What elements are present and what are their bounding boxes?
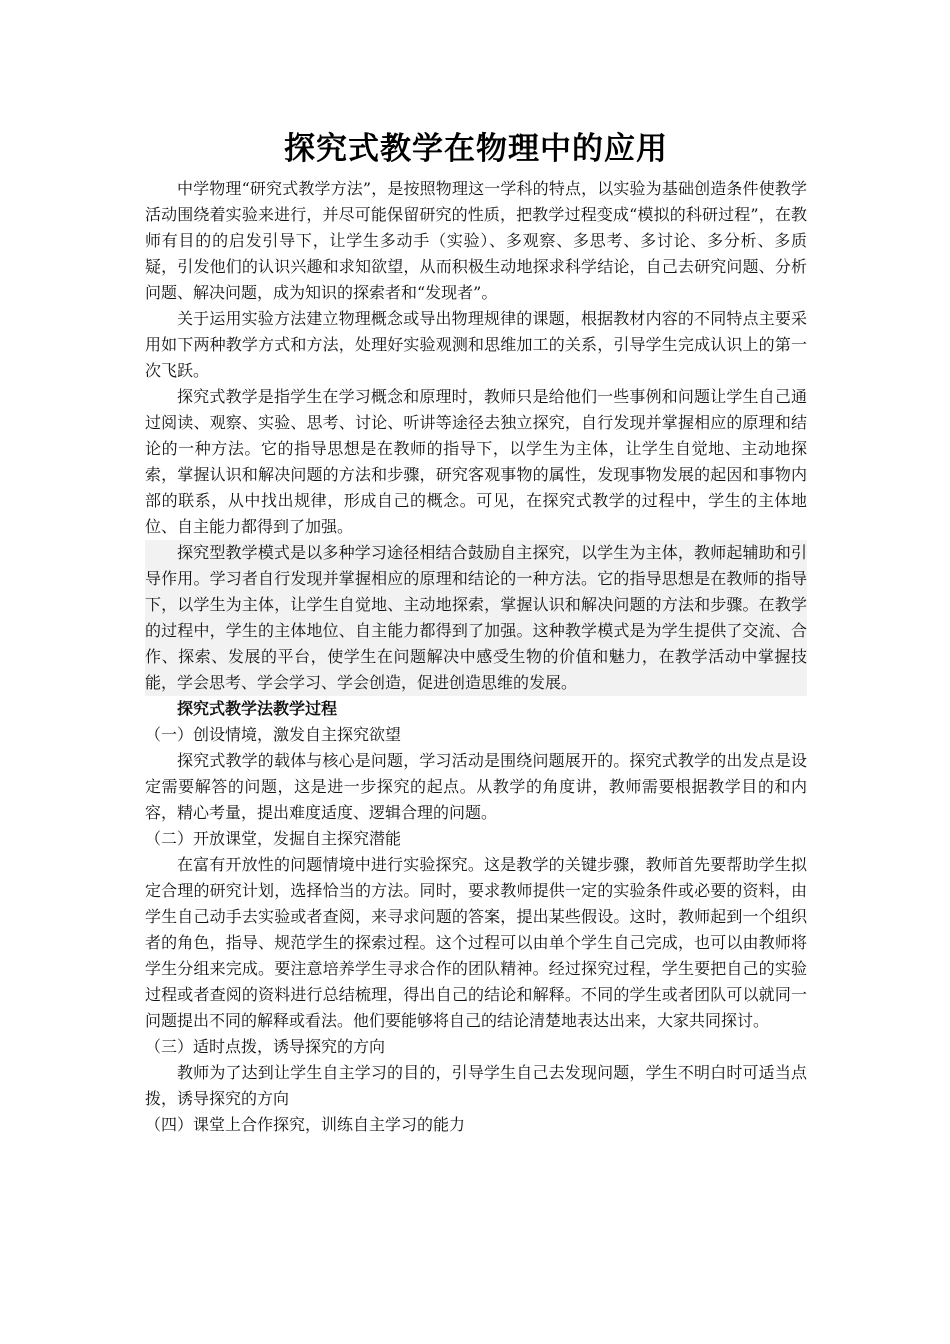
step-3-heading: （三）适时点拨，诱导探究的方向: [145, 1037, 386, 1056]
shaded-paragraph: 探究型教学模式是以多种学习途径相结合鼓励自主探究，以学生为主体，教师起辅助和引导作用。学习者自行发现并掌握相应的原理和结论的一种方法。它的指导思想是在教师的指导下，以学生为主体，让学生自觉地、主动地探索，掌握认识和解决问题的方法和步骤。在教学的过程中，学生的主体地位、自主能力都得到了加强。这种教学模式是为学生提供了交流、合作、探索、发展的平台，使学生在问题解决中感受生物的价值和魅力，在教学活动中掌握技能，学会思考、学会学习、学会创造，促进创造思维的发展。: [145, 540, 807, 696]
step-2-heading: （二）开放课堂，发掘自主探究潜能: [145, 829, 402, 848]
intro-paragraph-1: 中学物理“研究式教学方法”，是按照物理这一学科的特点，以实验为基础创造条件使教学活动围绕着实验来进行，并尽可能保留研究的性质，把教学过程变成“模拟的科研过程”，在教师有目的的启发引导下，让学生多动手（实验）、多观察、多思考、多讨论、多分析、多质疑，引发他们的认识兴趣和求知欲望，从而积极生动地探求科学结论，自己去研究问题、分析问题、解决问题，成为知识的探索者和“发现者”。: [145, 179, 807, 302]
step-4-heading: （四）课堂上合作探究，训练自主学习的能力: [145, 1115, 466, 1134]
intro-paragraph-3: 探究式教学是指学生在学习概念和原理时，教师只是给他们一些事例和问题让学生自己通过阅读、观察、实验、思考、讨论、听讲等途径去独立探究，自行发现并掌握相应的原理和结论的一种方法。它的指导思想是在教师的指导下，以学生为主体，让学生自觉地、主动地探索，掌握认识和解决问题的方法和步骤，研究客观事物的属性，发现事物发展的起因和事物内部的联系，从中找出规律，形成自己的概念。可见，在探究式教学的过程中，学生的主体地位、自主能力都得到了加强。: [145, 387, 807, 536]
intro-paragraph-2: 关于运用实验方法建立物理概念或导出物理规律的课题，根据教材内容的不同特点主要采用如下两种教学方式和方法，处理好实验观测和思维加工的关系，引导学生完成认识上的第一次飞跃。: [145, 309, 807, 380]
step-3-paragraph: 教师为了达到让学生自主学习的目的，引导学生自己去发现问题，学生不明白时可适当点拨，诱导探究的方向: [145, 1063, 807, 1108]
document-title: 探究式教学在物理中的应用: [284, 131, 668, 167]
document-body: [145, 128, 807, 1138]
step-1-heading: （一）创设情境，激发自主探究欲望: [145, 725, 402, 744]
step-2-paragraph: 在富有开放性的问题情境中进行实验探究。这是教学的关键步骤，教师首先要帮助学生拟定合理的研究计划，选择恰当的方法。同时，要求教师提供一定的实验条件或必要的资料，由学生自己动手去实验或者查阅，来寻求问题的答案，提出某些假设。这时，教师起到一个组织者的角色，指导、规范学生的探索过程。这个过程可以由单个学生自己完成，也可以由教师将学生分组来完成。要注意培养学生寻求合作的团队精神。经过探究过程，学生要把自己的实验过程或者查阅的资料进行总结梳理，得出自己的结论和解释。不同的学生或者团队可以就同一问题提出不同的解释或看法。他们要能够将自己的结论清楚地表达出来，大家共同探讨。: [145, 855, 807, 1030]
process-heading: 探究式教学法教学过程: [177, 699, 338, 718]
step-1-paragraph: 探究式教学的载体与核心是问题，学习活动是围绕问题展开的。探究式教学的出发点是设定需要解答的问题，这是进一步探究的起点。从教学的角度讲，教师需要根据教学目的和内容，精心考量，提出难度适度、逻辑合理的问题。: [145, 751, 807, 822]
